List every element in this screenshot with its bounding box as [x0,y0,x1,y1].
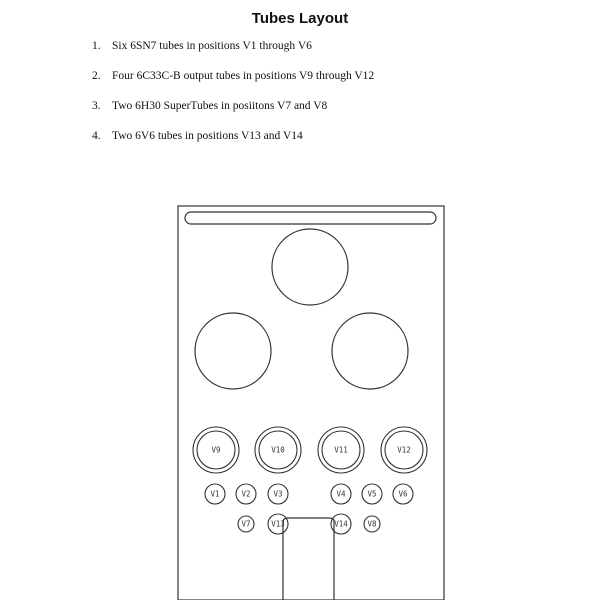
transformer-can-top [272,229,348,305]
list-number: 4. [92,130,101,142]
tube-label: V2 [241,489,251,499]
list-number: 2. [92,70,101,82]
tube-label: V13 [271,519,285,529]
tube-label: V10 [271,445,285,455]
chassis-plate [178,206,444,600]
list-text: Four 6C33C-B output tubes in positions V9 through V12 [112,70,375,82]
list-text: Two 6V6 tubes in positions V13 and V14 [112,130,303,142]
tube-label: V5 [367,489,377,499]
tube-label: V8 [367,519,377,529]
top-handle-slot [185,212,436,224]
transformer-can-left [195,313,271,389]
tube-label: V1 [210,489,220,499]
list-number: 1. [92,40,101,52]
list-text: Two 6H30 SuperTubes in posiitons V7 and V8 [112,100,328,112]
tube-label: V4 [336,489,346,499]
bottom-handle-notch [283,518,334,600]
tube-label: V14 [334,519,348,529]
tube-label: V12 [397,445,411,455]
list-number: 3. [92,100,101,112]
transformer-can-right [332,313,408,389]
tube-label: V7 [241,519,251,529]
page-title: Tubes Layout [251,10,349,27]
tube-label: V11 [334,445,348,455]
tube-label: V3 [273,489,283,499]
tube-label: V6 [398,489,408,499]
list-text: Six 6SN7 tubes in positions V1 through V6 [112,40,312,52]
tube-label: V9 [211,445,221,455]
